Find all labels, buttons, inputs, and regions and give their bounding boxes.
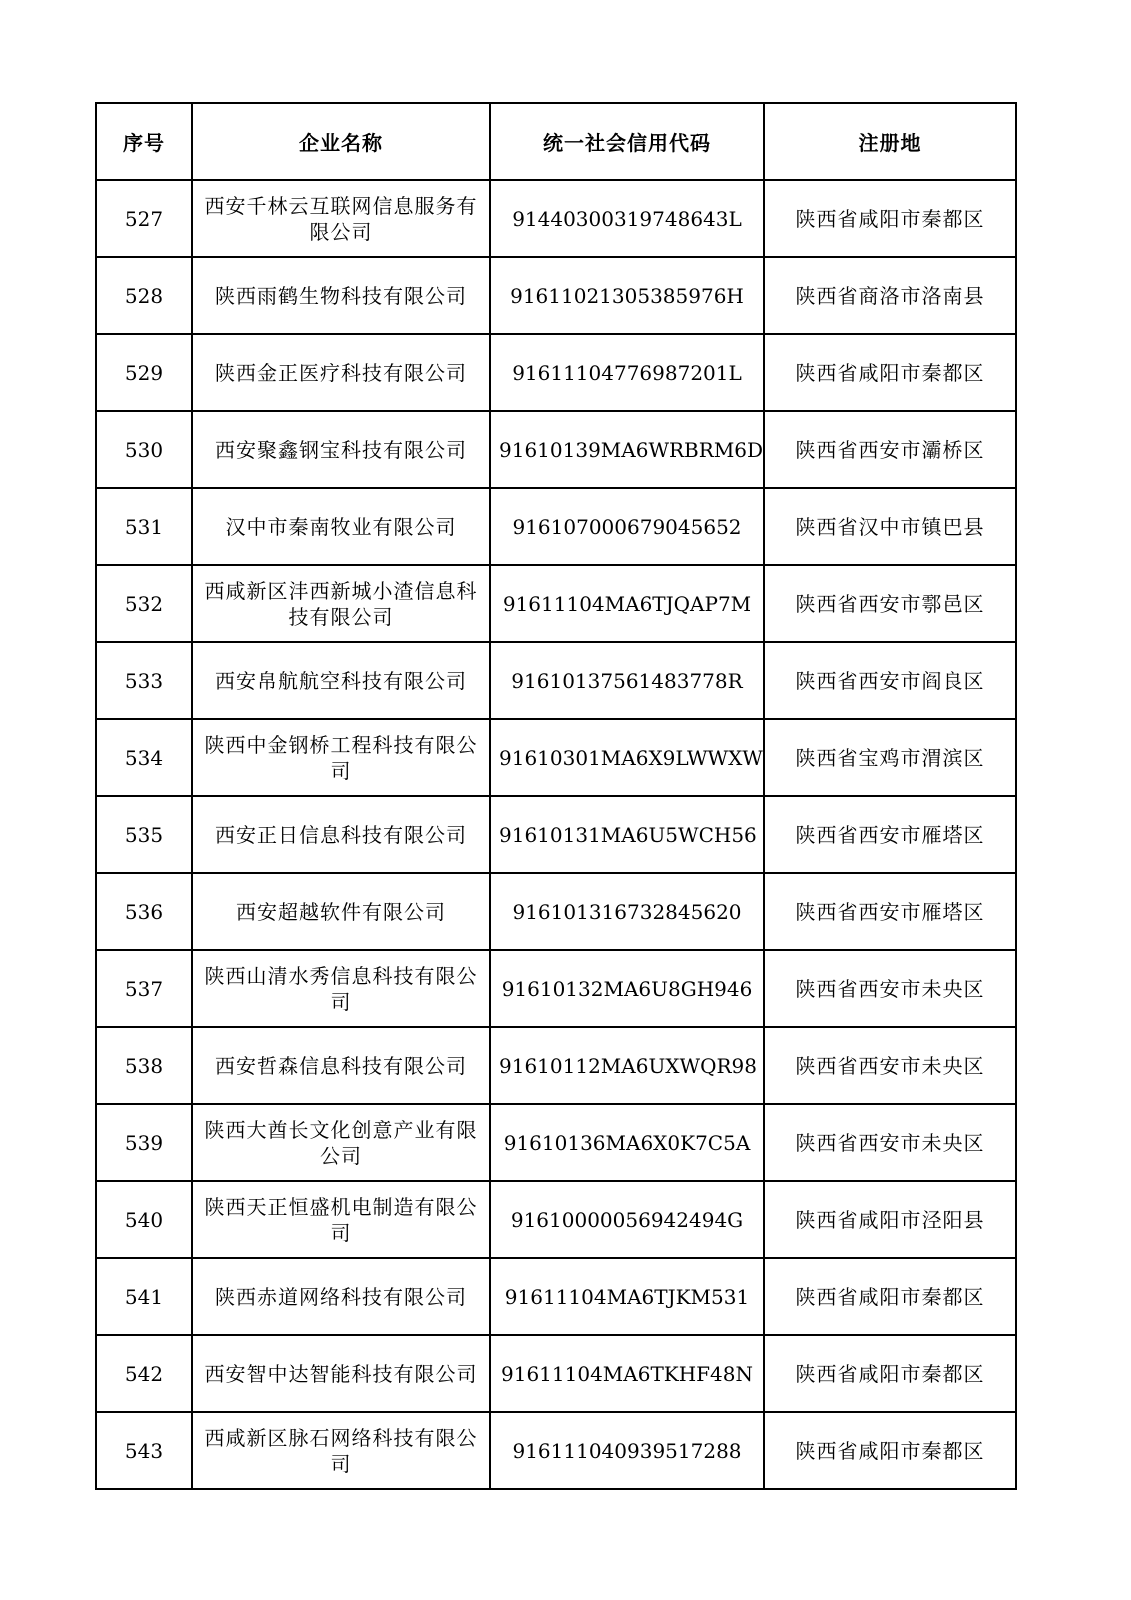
table-header <box>96 103 1016 180</box>
cell-company-name: 西安帛航航空科技有限公司 <box>192 642 490 719</box>
cell-serial-number: 528 <box>96 257 192 334</box>
cell-registered-place: 陕西省咸阳市秦都区 <box>764 1412 1016 1489</box>
cell-registered-place: 陕西省咸阳市泾阳县 <box>764 1181 1016 1258</box>
table-row <box>96 334 1016 411</box>
cell-serial-number: 531 <box>96 488 192 565</box>
cell-registered-place: 陕西省咸阳市秦都区 <box>764 180 1016 257</box>
cell-registered-place: 陕西省西安市雁塔区 <box>764 873 1016 950</box>
cell-credit-code: 91610139MA6WRBRM6D <box>490 411 764 488</box>
table-row <box>96 950 1016 1027</box>
table-row <box>96 1181 1016 1258</box>
cell-credit-code: 91440300319748643L <box>490 180 764 257</box>
cell-registered-place: 陕西省西安市未央区 <box>764 1104 1016 1181</box>
cell-registered-place: 陕西省西安市鄠邑区 <box>764 565 1016 642</box>
cell-serial-number: 540 <box>96 1181 192 1258</box>
cell-serial-number: 533 <box>96 642 192 719</box>
table-row <box>96 1104 1016 1181</box>
cell-company-name: 陕西山清水秀信息科技有限公司 <box>192 950 490 1027</box>
cell-company-name: 陕西中金钢桥工程科技有限公司 <box>192 719 490 796</box>
cell-serial-number: 541 <box>96 1258 192 1335</box>
header-row <box>96 103 1016 180</box>
cell-serial-number: 529 <box>96 334 192 411</box>
cell-company-name: 西咸新区脉石网络科技有限公司 <box>192 1412 490 1489</box>
table-row <box>96 642 1016 719</box>
cell-serial-number: 537 <box>96 950 192 1027</box>
cell-company-name: 西安聚鑫钢宝科技有限公司 <box>192 411 490 488</box>
cell-company-name: 陕西天正恒盛机电制造有限公司 <box>192 1181 490 1258</box>
cell-credit-code: 91610132MA6U8GH946 <box>490 950 764 1027</box>
table-body <box>96 180 1016 1489</box>
cell-company-name: 西安千林云互联网信息服务有限公司 <box>192 180 490 257</box>
cell-company-name: 陕西赤道网络科技有限公司 <box>192 1258 490 1335</box>
header-registered-place: 注册地 <box>764 103 1016 180</box>
cell-company-name: 西咸新区沣西新城小渣信息科技有限公司 <box>192 565 490 642</box>
table-row <box>96 1027 1016 1104</box>
enterprise-table <box>95 102 1017 1490</box>
cell-registered-place: 陕西省汉中市镇巴县 <box>764 488 1016 565</box>
table-row <box>96 180 1016 257</box>
cell-company-name: 陕西大酋长文化创意产业有限公司 <box>192 1104 490 1181</box>
header-serial-number: 序号 <box>96 103 192 180</box>
cell-credit-code: 91610131MA6U5WCH56 <box>490 796 764 873</box>
cell-company-name: 西安超越软件有限公司 <box>192 873 490 950</box>
table-row <box>96 411 1016 488</box>
table-row <box>96 488 1016 565</box>
cell-credit-code: 91610301MA6X9LWWXW <box>490 719 764 796</box>
cell-serial-number: 543 <box>96 1412 192 1489</box>
cell-serial-number: 539 <box>96 1104 192 1181</box>
cell-credit-code: 91611104776987201L <box>490 334 764 411</box>
cell-registered-place: 陕西省西安市雁塔区 <box>764 796 1016 873</box>
cell-registered-place: 陕西省西安市灞桥区 <box>764 411 1016 488</box>
cell-serial-number: 535 <box>96 796 192 873</box>
cell-company-name: 陕西雨鹤生物科技有限公司 <box>192 257 490 334</box>
cell-registered-place: 陕西省商洛市洛南县 <box>764 257 1016 334</box>
table-row <box>96 1412 1016 1489</box>
table-row <box>96 796 1016 873</box>
table-row <box>96 873 1016 950</box>
cell-credit-code: 916107000679045652 <box>490 488 764 565</box>
cell-registered-place: 陕西省咸阳市秦都区 <box>764 1258 1016 1335</box>
table-row <box>96 1335 1016 1412</box>
cell-serial-number: 542 <box>96 1335 192 1412</box>
cell-registered-place: 陕西省宝鸡市渭滨区 <box>764 719 1016 796</box>
cell-serial-number: 532 <box>96 565 192 642</box>
cell-company-name: 西安智中达智能科技有限公司 <box>192 1335 490 1412</box>
cell-company-name: 西安正日信息科技有限公司 <box>192 796 490 873</box>
header-company-name: 企业名称 <box>192 103 490 180</box>
cell-serial-number: 527 <box>96 180 192 257</box>
table-row <box>96 565 1016 642</box>
cell-company-name: 汉中市秦南牧业有限公司 <box>192 488 490 565</box>
cell-credit-code: 916111040939517288 <box>490 1412 764 1489</box>
cell-serial-number: 538 <box>96 1027 192 1104</box>
cell-credit-code: 91610136MA6X0K7C5A <box>490 1104 764 1181</box>
cell-credit-code: 91611104MA6TJKM531 <box>490 1258 764 1335</box>
cell-registered-place: 陕西省西安市阎良区 <box>764 642 1016 719</box>
cell-credit-code: 916101316732845620 <box>490 873 764 950</box>
cell-company-name: 西安哲森信息科技有限公司 <box>192 1027 490 1104</box>
cell-credit-code: 91610000056942494G <box>490 1181 764 1258</box>
cell-serial-number: 534 <box>96 719 192 796</box>
cell-credit-code: 91611104MA6TJQAP7M <box>490 565 764 642</box>
cell-serial-number: 536 <box>96 873 192 950</box>
table-row <box>96 719 1016 796</box>
cell-credit-code: 91611021305385976H <box>490 257 764 334</box>
cell-credit-code: 91611104MA6TKHF48N <box>490 1335 764 1412</box>
cell-company-name: 陕西金正医疗科技有限公司 <box>192 334 490 411</box>
header-credit-code: 统一社会信用代码 <box>490 103 764 180</box>
cell-registered-place: 陕西省咸阳市秦都区 <box>764 1335 1016 1412</box>
cell-registered-place: 陕西省西安市未央区 <box>764 1027 1016 1104</box>
cell-credit-code: 91610137561483778R <box>490 642 764 719</box>
table-row <box>96 257 1016 334</box>
cell-registered-place: 陕西省西安市未央区 <box>764 950 1016 1027</box>
cell-credit-code: 91610112MA6UXWQR98 <box>490 1027 764 1104</box>
table-row <box>96 1258 1016 1335</box>
cell-registered-place: 陕西省咸阳市秦都区 <box>764 334 1016 411</box>
cell-serial-number: 530 <box>96 411 192 488</box>
